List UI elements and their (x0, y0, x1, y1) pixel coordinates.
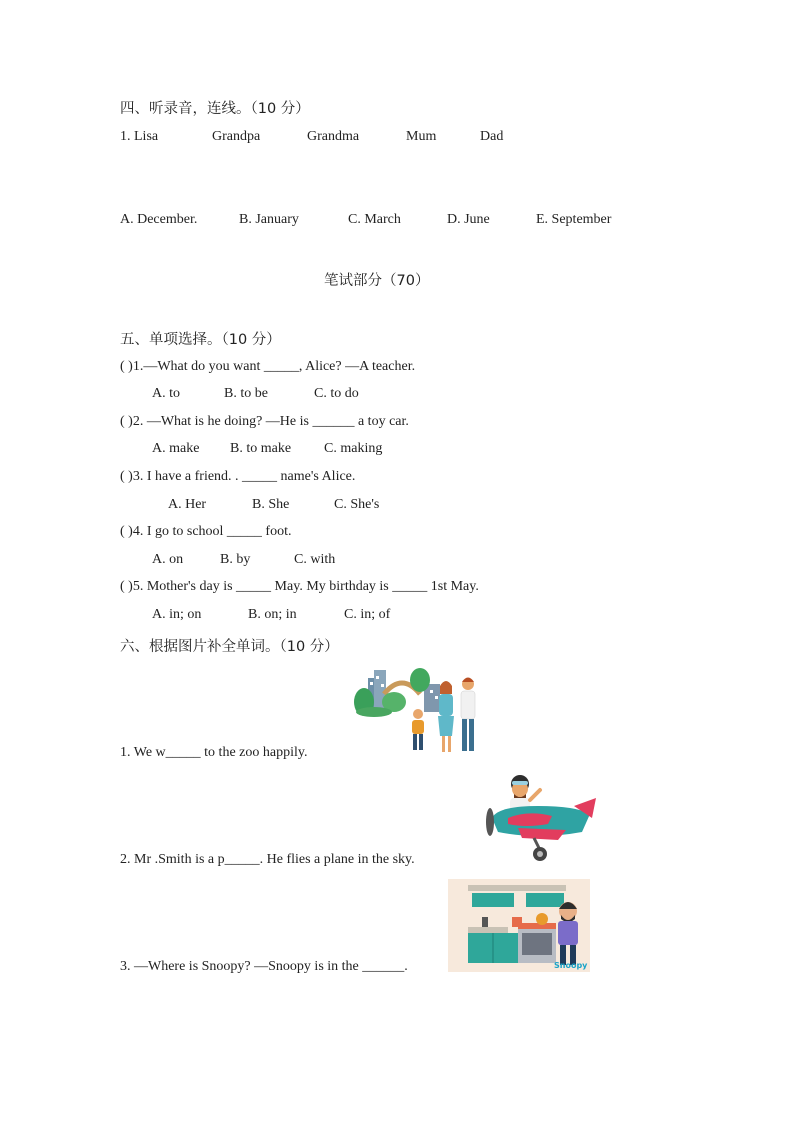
kitchen-illustration (448, 879, 590, 972)
option: A. make (152, 441, 200, 456)
kitchen-label: Snoopy (554, 961, 588, 970)
question-text: ( )2. —What is he doing? —He is ______ a toy car. (120, 414, 409, 429)
option: A. Her (168, 497, 207, 512)
option: C. with (294, 552, 336, 567)
option: C. She's (334, 497, 380, 512)
option: C. to do (314, 386, 359, 401)
name-item: Grandma (307, 129, 360, 144)
fill-item: 2. Mr .Smith is a p_____. He flies a plane in the sky. (120, 852, 415, 867)
name-item: Grandpa (212, 129, 261, 144)
question-text: ( )1.—What do you want _____, Alice? —A teacher. (120, 359, 416, 374)
choice-heading: 五、单项选择。（10 分） (120, 332, 281, 348)
month-item: B. January (239, 212, 299, 227)
name-item: Dad (480, 129, 504, 144)
fill-item: 1. We w_____ to the zoo happily. (120, 745, 308, 760)
month-item: D. June (447, 212, 490, 227)
question-text: ( )3. I have a friend. . _____ name's Alice. (120, 469, 356, 484)
option: C. in; of (344, 607, 391, 622)
fill-heading: 六、根据图片补全单词。（10 分） (120, 639, 339, 655)
option: B. on; in (248, 607, 297, 622)
written-title: 笔试部分（70） (324, 273, 430, 289)
pilot-plane-picture (478, 770, 602, 864)
month-item: E. September (536, 212, 612, 227)
name-item: 1. Lisa (120, 129, 159, 144)
month-item: C. March (348, 212, 401, 227)
name-item: Mum (406, 129, 437, 144)
option: A. to (152, 386, 180, 401)
question-text: ( )4. I go to school _____ foot. (120, 524, 292, 539)
month-item: A. December. (120, 212, 198, 227)
listening-heading: 四、听录音，连线。（10 分） (120, 101, 310, 117)
option: B. by (220, 552, 251, 567)
option: C. making (324, 441, 383, 456)
option: A. on (152, 552, 184, 567)
option: A. in; on (152, 607, 202, 622)
kitchen-picture (448, 879, 590, 972)
fill-item: 3. —Where is Snoopy? —Snoopy is in the ______. (120, 959, 408, 974)
family-walking-picture (354, 664, 488, 756)
option: B. to be (224, 386, 268, 401)
option: B. She (252, 497, 290, 512)
question-text: ( )5. Mother's day is _____ May. My birthday is _____ 1st May. (120, 579, 479, 594)
option: B. to make (230, 441, 292, 456)
